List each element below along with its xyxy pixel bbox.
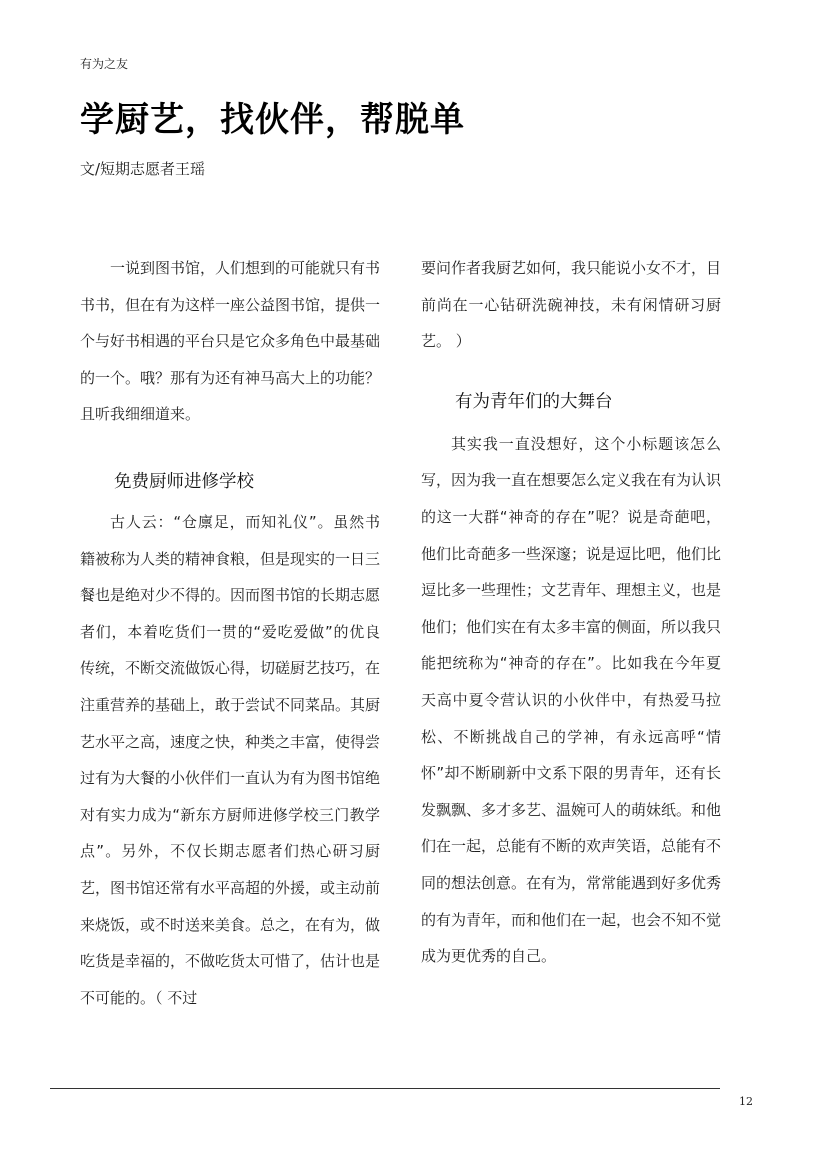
cooking-school-paragraph: 古人云：“仓廪足，而知礼仪”。虽然书籍被称为人类的精神食粮，但是现实的一日三餐也是绝对少不得的。因而图书馆的长期志愿者们，本着吃货们一贯的“爱吃爱做”的优良传统，不断交流做饭心得，切磋厨艺技巧，在注重营养的基础上，敢于尝试不同菜品。其厨艺水平之高，速度之快，种类之丰富，使得尝过有为大餐的小伙伴们一直认为有为图书馆绝对有实力成为“新东方厨师进修学校三门教学点”。另外，不仅长期志愿者们热心研习厨艺，图书馆还常有水平高超的外援，或主动前来烧饭，或不时送来美食。总之，在有为，做吃货是幸福的，不做吃货太可惜了，估计也是不可能的。（ 不过 bbox=[80, 512, 381, 1007]
page-number: 12 bbox=[739, 1095, 753, 1108]
continuation-paragraph: 要问作者我厨艺如何，我只能说小女不才，目前尚在一心钻研洗碗神技，未有闲情研习厨艺。 ） bbox=[421, 259, 722, 351]
running-header: 有为之友 bbox=[80, 57, 129, 71]
section-heading-cooking-school: 免费厨师进修学校 bbox=[114, 471, 254, 492]
footer-divider bbox=[50, 1088, 720, 1089]
article-byline: 文/短期志愿者王瑶 bbox=[80, 160, 206, 178]
section-heading-youth-stage: 有为青年们的大舞台 bbox=[455, 391, 613, 412]
intro-paragraph: 一说到图书馆，人们想到的可能就只有书书书，但在有为这样一座公益图书馆，提供一个与好书相遇的平台只是它众多角色中最基础的一个。哦？那有为还有神马高大上的功能？且听我细细道来。 bbox=[80, 259, 381, 424]
article-title: 学厨艺，找伙伴，帮脱单 bbox=[80, 100, 465, 140]
youth-stage-paragraph: 其实我一直没想好，这个小标题该怎么写，因为我一直在想要怎么定义我在有为认识的这一大群“神奇的存在”呢？说是奇葩吧，他们比奇葩多一些深邃；说是逗比吧，他们比逗比多一些理性；文艺青年、理想主义，也是他们；他们实在有太多丰富的侧面，所以我只能把统称为“神奇的存在”。比如我在今年夏天高中夏令营认识的小伙伴中，有热爱马拉松、不断挑战自己的学神，有永远高呼“情怀”却不断刷新中文系下限的男青年，还有长发飘飘、多才多艺、温婉可人的萌妹纸。和他们在一起，总能有不断的欢声笑语，总能有不同的想法创意。在有为，常常能遇到好多优秀的有为青年，而和他们在一起，也会不知不觉成为更优秀的自己。 bbox=[421, 434, 722, 966]
left-column bbox=[80, 250, 380, 1016]
right-column bbox=[421, 250, 721, 975]
